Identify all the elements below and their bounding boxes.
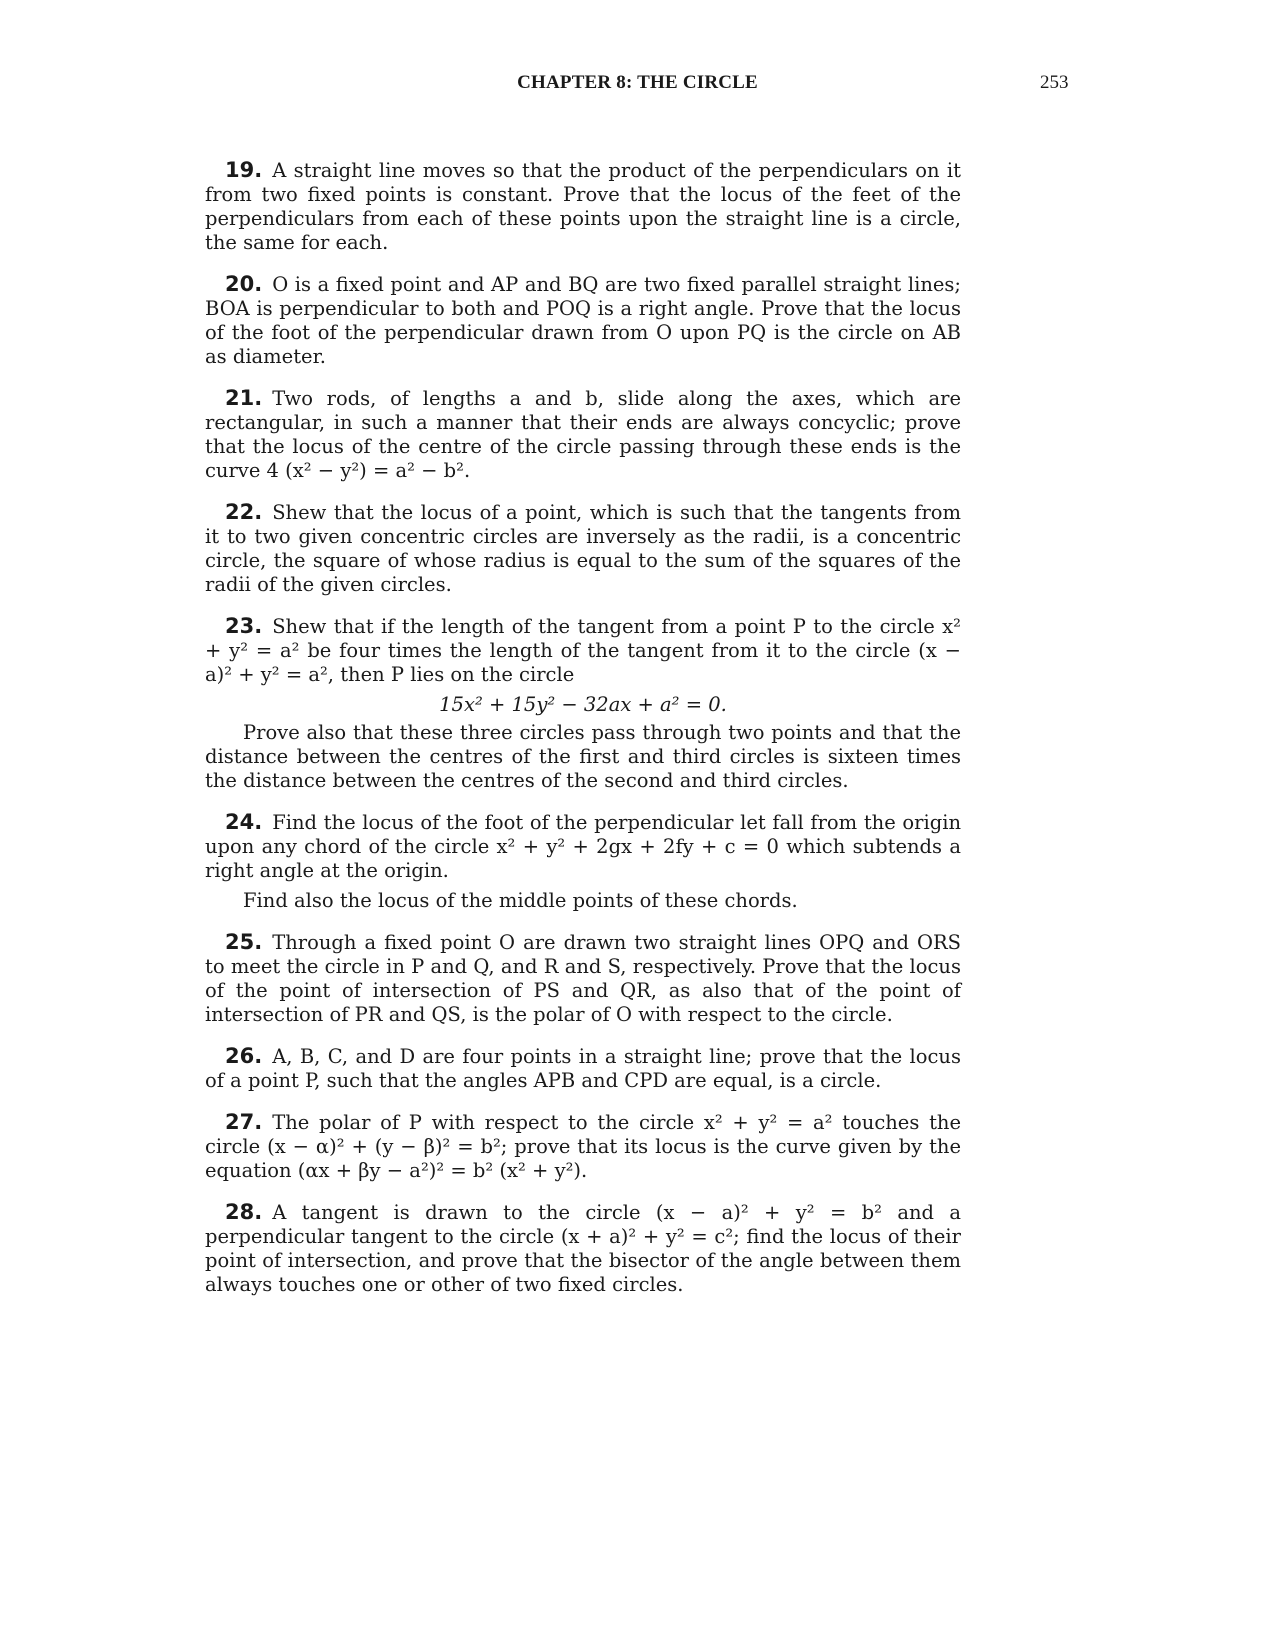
problem-20 (205, 272, 961, 369)
problem-text: Shew that the locus of a point, which is such that the tangents from it to two given concentric circles are inversely as the radii, is a concentric circle, the square of whose radius is equal to the sum of the squares of the radii of the given circles. (205, 501, 961, 596)
problem-text: Through a fixed point O are drawn two straight lines OPQ and ORS to meet the circle in P and Q, and R and S, respectively. Prove that the locus of the point of intersection of PS and QR, as also that of the point of intersection of PR and QS, is the polar of O with respect to the circle. (205, 931, 961, 1026)
problem-19 (205, 158, 961, 255)
problem-text: A, B, C, and D are four points in a straight line; prove that the locus of a point P, such that the angles APB and CPD are equal, is a circle. (205, 1045, 961, 1092)
problem-number: 20. (225, 272, 263, 296)
problem-26 (205, 1044, 961, 1093)
problem-24 (205, 810, 961, 913)
problem-continuation: Find also the locus of the middle points of these chords. (243, 889, 798, 912)
problem-text: A tangent is drawn to the circle (x − a)² + y² = b² and a perpendicular tangent to the circle (x + a)² + y² = c²; find the locus of their point of intersection, and prove that the bisector of the angle between them always touches one or other of two fixed circles. (205, 1201, 961, 1296)
problem-number: 22. (225, 500, 263, 524)
problem-number: 19. (225, 158, 263, 182)
problem-continuation: Prove also that these three circles pass through two points and that the distance between the centres of the first and third circles is sixteen times the distance between the centres of the second and third circles. (205, 721, 961, 792)
page-number: 253 (1040, 72, 1069, 93)
problem-22 (205, 500, 961, 597)
problem-list (205, 158, 961, 1314)
problem-number: 27. (225, 1110, 263, 1134)
problem-text: A straight line moves so that the product of the perpendiculars on it from two fixed points is constant. Prove that the locus of the feet of the perpendiculars from each of these points upon the straight line is a circle, the same for each. (205, 159, 961, 254)
chapter-heading: CHAPTER 8: THE CIRCLE (517, 72, 758, 93)
problem-28 (205, 1200, 961, 1297)
problem-text: Shew that if the length of the tangent from a point P to the circle x² + y² = a² be four times the length of the tangent from it to the circle (x − a)² + y² = a², then P lies on the circle (205, 615, 961, 686)
problem-number: 25. (225, 930, 263, 954)
problem-25 (205, 930, 961, 1027)
problem-number: 21. (225, 386, 263, 410)
problem-text: Two rods, of lengths a and b, slide along the axes, which are rectangular, in such a manner that their ends are always concyclic; prove that the locus of the centre of the circle passing through these ends is the curve 4 (x² − y²) = a² − b². (205, 387, 961, 482)
problem-27 (205, 1110, 961, 1183)
problem-number: 24. (225, 810, 263, 834)
problem-23 (205, 614, 961, 793)
problem-number: 26. (225, 1044, 263, 1068)
problem-number: 28. (225, 1200, 263, 1224)
problem-text: The polar of P with respect to the circle x² + y² = a² touches the circle (x − α)² + (y − β)² = b²; prove that its locus is the curve given by the equation (αx + βy − a²)² = b² (x² + y²). (205, 1111, 961, 1182)
display-equation: 15x² + 15y² − 32ax + a² = 0. (439, 693, 727, 716)
problem-text: O is a fixed point and AP and BQ are two fixed parallel straight lines; BOA is perpendicular to both and POQ is a right angle. Prove that the locus of the foot of the perpendicular drawn from O upon PQ is the circle on AB as diameter. (205, 273, 961, 368)
problem-number: 23. (225, 614, 263, 638)
problem-21 (205, 386, 961, 483)
problem-text: Find the locus of the foot of the perpendicular let fall from the origin upon any chord of the circle x² + y² + 2gx + 2fy + c = 0 which subtends a right angle at the origin. (205, 811, 961, 882)
